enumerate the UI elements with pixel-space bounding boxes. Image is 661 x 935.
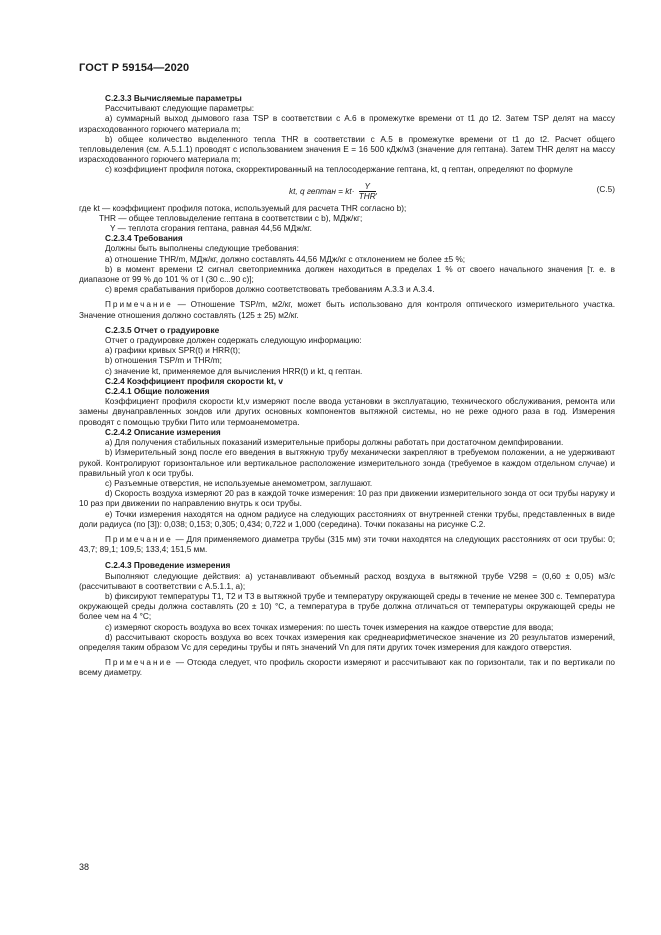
formula-expression	[289, 182, 378, 202]
list-item: с) измеряют скорость воздуха во всех точках измерения: по шесть точек измерения на каждое отверстие для ввода;	[105, 622, 554, 632]
document-body	[79, 94, 615, 679]
formula-numerator: Y	[359, 182, 376, 192]
list-item: b) Измерительный зонд после его введения в вытяжную трубу механически закрепляют в требуемом положении, а не удерживают рукой. Контролируют горизонтальное или вертикальное расположение измерительного зонда (требуемое в каждом отдельном случае) и правильный угол к оси трубы.	[79, 448, 615, 478]
where-kt: где kt — коэффициент профиля потока, используемый для расчета THR согласно b);	[79, 203, 407, 213]
page-number: 38	[79, 862, 90, 872]
paragraph: Выполняют следующие действия: а) устанавливают объемный расход воздуха в вытяжной трубе V298 = (0,60 ± 0,05) м3/с (рассчитывают в соответствии с А.5.1.1, а);	[79, 571, 615, 591]
paragraph: Должны быть выполнены следующие требования:	[105, 244, 299, 254]
list-item: а) отношение THR/m, МДж/кг, должно составлять 44,56 МДж/кг с отклонением не более ±5 %;	[105, 254, 466, 264]
list-item: с) значение kt, применяемое для вычисления HRR(t) и kt, q гептан.	[105, 366, 363, 376]
note-2	[79, 535, 615, 555]
list-item: b) общее количество выделенного тепла THR в соответствии с А.5 в промежутке времени от t1 до t2. Расчет общего тепловыделения (см. А.5.1.1) проводят с использованием значения E = 16 500 кДж/м3 (значение для гептана). Затем THR делят на массу израсходованного горючего материала m;	[79, 134, 615, 165]
note-label: Примечание	[105, 300, 173, 310]
formula-c5	[79, 176, 615, 204]
note-text: — Отношение TSP/m, м2/кг, может быть использовано для контроля оптического измерительного участка. Значение отношения должно составлять (125 ± 25) м2/кг.	[79, 300, 615, 320]
formula-denominator: THR	[358, 191, 376, 201]
section-2-3-5-title: С.2.3.5 Отчет о градуировке	[105, 325, 220, 335]
paragraph: Рассчитывают следующие параметры:	[105, 104, 255, 114]
where-y: Y — теплота сгорания гептана, равная 44,56 МДж/кг.	[110, 224, 312, 234]
section-2-4-3-title: С.2.4.3 Проведение измерения	[105, 561, 231, 571]
list-item: b) фиксируют температуры T1, T2 и T3 в вытяжной трубе и температуру окружающей среды в течение не менее 300 с. Температура окружающей среды должна составлять (20 ± 10) °С, а температура в трубе должна отличаться от температуры окружающей среды не более чем на 4 °С;	[79, 591, 615, 622]
list-item: с) коэффициент профиля потока, скорректированный на теплосодержание гептана, kt, q гептан, определяют по формуле	[105, 165, 573, 175]
list-item: а) Для получения стабильных показаний измерительные приборы должны работать при достаточном демпфировании.	[105, 438, 564, 448]
list-item: с) Разъемные отверстия, не используемые анемометром, заглушают.	[105, 478, 373, 488]
list-item: е) Точки измерения находятся на одном радиусе на следующих расстояниях от внутренней стенки трубы, представленных в виде доли радиуса (по [3]): 0,038; 0,153; 0,305; 0,434; 0,722 и 1,000 (середина). Точки показаны на рисунке С.2.	[79, 509, 615, 529]
document-header: ГОСТ Р 59154—2020	[79, 62, 190, 74]
note-label: Примечание	[105, 658, 173, 668]
note-1	[79, 300, 615, 320]
section-2-4-title: С.2.4 Коэффициент профиля скорости kt, v	[105, 376, 283, 386]
list-item: а) суммарный выход дымового газа TSP в соответствии с А.6 в промежутке времени от t1 до t2. Затем TSP делят на массу израсходованного горючего материала m;	[79, 114, 615, 134]
list-item: а) графики кривых SPR(t) и HRR(t);	[105, 346, 241, 356]
note-3	[79, 658, 615, 678]
note-label: Примечание	[105, 534, 173, 544]
list-item: d) Скорость воздуха измеряют 20 раз в каждой точке измерения: 10 раз при движении измерительного зонда от оси трубы наружу и 10 раз при движении по направлению внутрь к оси трубы.	[79, 489, 615, 509]
formula-fraction	[358, 181, 379, 202]
section-2-3-3-title: С.2.3.3 Вычисляемые параметры	[105, 94, 242, 103]
note-text: — Для применяемого диаметра трубы (315 мм) эти точки находятся на следующих расстояниях от оси трубы: 0; 43,7; 89,1; 109,5; 133,4; 151,5 мм.	[79, 534, 615, 555]
note-text: — Отсюда следует, что профиль скорости измеряют и рассчитывают как по горизонтали, так и по вертикали по всему диаметру.	[79, 658, 615, 678]
formula-tail: ,	[375, 186, 379, 196]
list-item: b) отношения TSP/m и THR/m;	[105, 356, 222, 366]
section-2-4-2-title: С.2.4.2 Описание измерения	[105, 427, 221, 437]
paragraph: Отчет о градуировке должен содержать следующую информацию:	[105, 336, 362, 346]
section-2-3-4-title: С.2.3.4 Требования	[105, 234, 183, 244]
where-thr: THR — общее тепловыделение гептана в соответствии с b), МДж/кг;	[99, 213, 363, 223]
formula-lhs: kt, q гептан = kt·	[289, 186, 355, 196]
paragraph: Коэффициент профиля скорости kt,v измеряют после ввода установки в эксплуатацию, технического обслуживания, ремонта или замены двунаправленных зондов или других основных компонентов вытяжной системы, но не реже одного раза в год. Измерения проводят с помощью трубки Пито или термоанемометра.	[79, 397, 615, 427]
formula-number: (С.5)	[596, 184, 615, 194]
list-item: d) рассчитывают скорость воздуха во всех точках измерения как среднеарифметическое значение из 20 результатов измерений, определяя таким образом Vc для середины трубы и пять значений Vn для пяти других точек измерения для каждого отверстия.	[79, 632, 615, 652]
section-2-4-1-title: С.2.4.1 Общие положения	[105, 387, 210, 397]
list-item: с) время срабатывания приборов должно соответствовать требованиям А.3.3 и А.3.4.	[105, 285, 435, 295]
list-item: b) в момент времени t2 сигнал светоприемника должен находиться в пределах 1 % от своего начального значения [т. е. в диапазоне от 99 % до 101 % от I (30 с...90 с)];	[79, 264, 615, 285]
